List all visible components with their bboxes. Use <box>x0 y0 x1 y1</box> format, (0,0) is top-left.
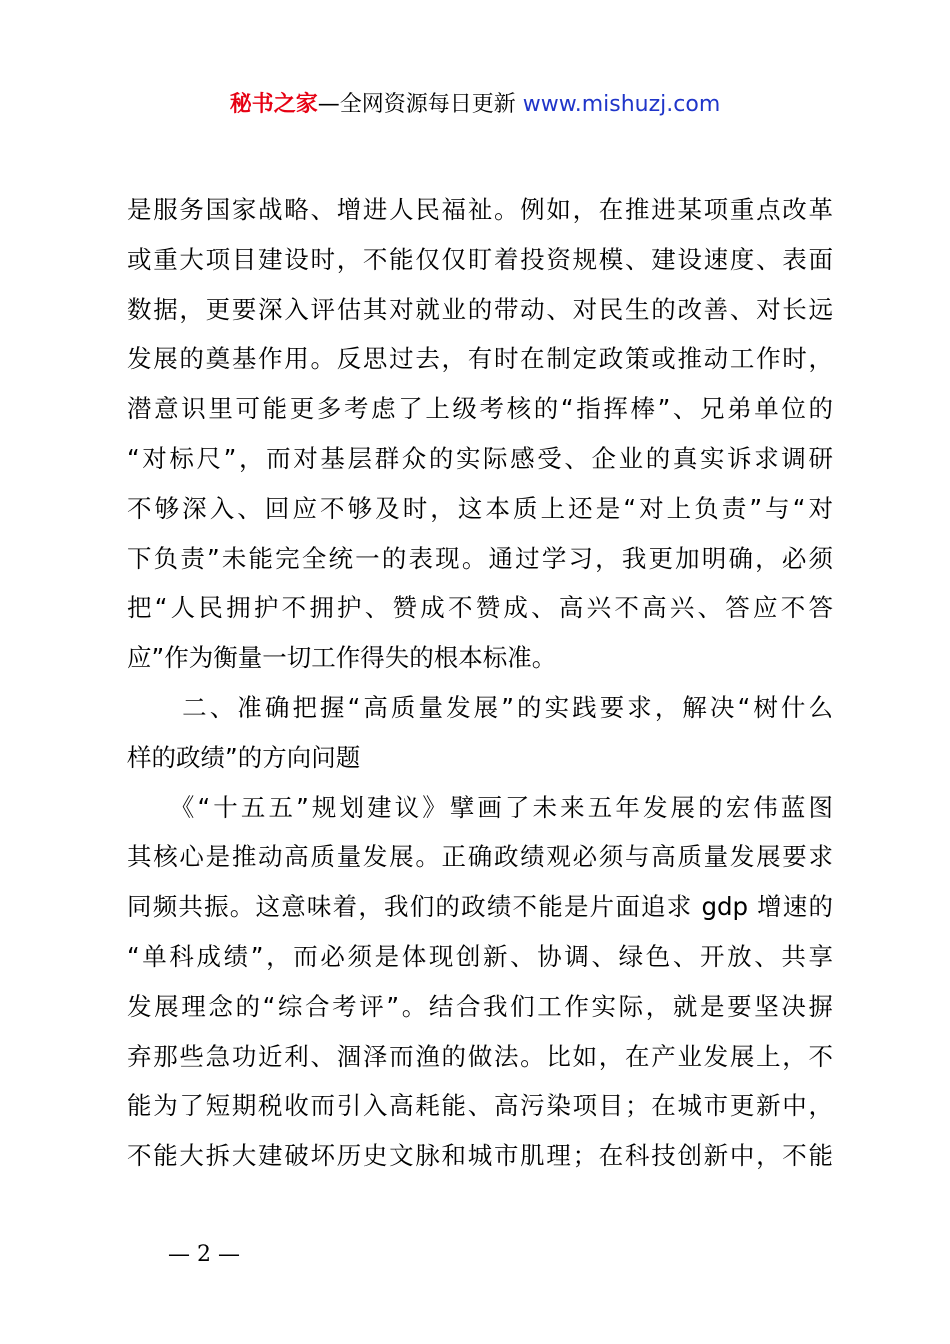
text-line: 或重大项目建设时，不能仅仅盯着投资规模、建设速度、表面 <box>127 244 833 274</box>
text-line: 潜意识里可能更多考虑了上级考核的“指挥棒”、兄弟单位的 <box>127 394 833 424</box>
page-number: — 2 — <box>168 1242 240 1267</box>
text-line: 其核心是推动高质量发展。正确政绩观必须与高质量发展要求 <box>127 842 833 872</box>
text-line: 发展的奠基作用。反思过去，有时在制定政策或推动工作时， <box>127 344 833 374</box>
text-line: 应”作为衡量一切工作得失的根本标准。 <box>127 643 557 673</box>
text-line: 发展理念的“综合考评”。结合我们工作实际，就是要坚决摒 <box>127 991 833 1021</box>
text-line: 能为了短期税收而引入高耗能、高污染项目；在城市更新中， <box>127 1091 833 1121</box>
header-brand: 秘书之家 <box>229 92 318 117</box>
text-line: “对标尺”，而对基层群众的实际感受、企业的真实诉求调研 <box>127 443 833 473</box>
text-line: 同频共振。这意味着，我们的政绩不能是片面追求 gdp 增速的 <box>127 892 833 922</box>
text-line: 不能大拆大建破坏历史文脉和城市肌理；在科技创新中，不能 <box>127 1141 833 1171</box>
text-line: “单科成绩”，而必须是体现创新、协调、绿色、开放、共享 <box>127 941 833 971</box>
text-line: 把“人民拥护不拥护、赞成不赞成、高兴不高兴、答应不答 <box>127 593 833 623</box>
header-tagline: —全网资源每日更新 <box>317 92 523 117</box>
text-line: 是服务国家战略、增进人民福祉。例如，在推进某项重点改革 <box>127 195 833 224</box>
header-url-link[interactable]: www.mishuzj.com <box>522 92 721 117</box>
text-line: 下负责”未能完全统一的表现。通过学习，我更加明确，必须 <box>127 543 833 573</box>
text-line: 不够深入、回应不够及时，这本质上还是“对上负责”与“对 <box>127 493 833 523</box>
section-heading-line: 二、准确把握“高质量发展”的实践要求，解决“树什么 <box>127 692 833 722</box>
section-heading-line: 样的政绩”的方向问题 <box>127 742 361 772</box>
site-header <box>0 88 950 122</box>
text-line: 数据，更要深入评估其对就业的带动、对民生的改善、对长远 <box>127 294 833 324</box>
text-line: 《“十五五”规划建议》擘画了未来五年发展的宏伟蓝图 <box>127 792 833 822</box>
text-line: 弃那些急功近利、涸泽而渔的做法。比如，在产业发展上，不 <box>127 1041 833 1071</box>
document-body <box>127 185 833 1181</box>
